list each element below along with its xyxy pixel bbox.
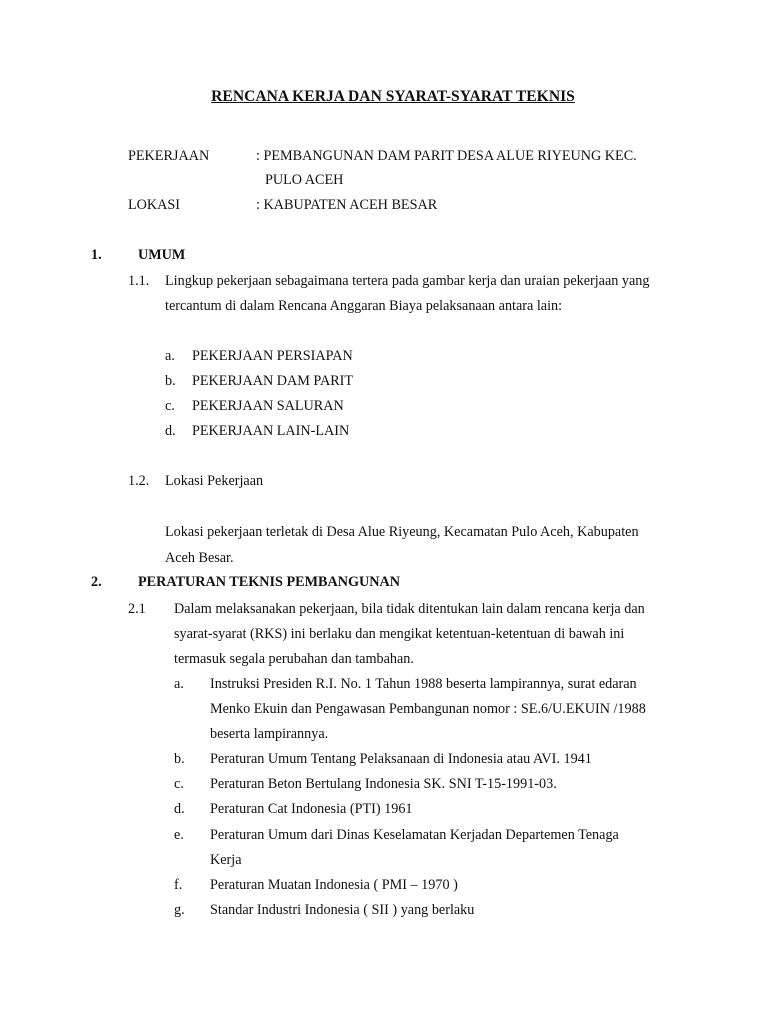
section-2-heading: PERATURAN TEKNIS PEMBANGUNAN [138,574,400,590]
list-item: Peraturan Umum dari Dinas Keselamatan Kerjadan Departemen Tenaga [210,827,619,843]
document-title: RENCANA KERJA DAN SYARAT-SYARAT TEKNIS [211,88,575,105]
list-letter: g. [174,902,185,918]
item-2-1-text-line3: termasuk segala perubahan dan tambahan. [174,651,414,667]
list-letter: a. [165,348,175,364]
list-item: PEKERJAAN PERSIAPAN [192,348,353,364]
item-1-1-number: 1.1. [128,273,150,289]
item-1-2-heading: Lokasi Pekerjaan [165,473,264,489]
list-item: Instruksi Presiden R.I. No. 1 Tahun 1988 beserta lampirannya, surat edaran [210,676,637,692]
list-item: PEKERJAAN LAIN-LAIN [192,423,350,439]
list-letter: c. [165,398,175,414]
item-2-1-number: 2.1 [128,601,146,617]
item-1-1-text-line1: Lingkup pekerjaan sebagaimana tertera pada gambar kerja dan uraian pekerjaan yang [165,273,650,289]
list-letter: d. [165,423,176,439]
list-letter: b. [165,373,176,389]
list-letter: f. [174,877,183,893]
list-letter: e. [174,827,184,843]
list-letter: b. [174,751,185,767]
pekerjaan-value: : PEMBANGUNAN DAM PARIT DESA ALUE RIYEUNG KEC. [256,148,637,164]
item-2-1-text-line1: Dalam melaksanakan pekerjaan, bila tidak ditentukan lain dalam rencana kerja dan [174,601,645,617]
item-1-2-number: 1.2. [128,473,150,489]
list-item-cont: Kerja [210,852,242,868]
list-letter: c. [174,776,184,792]
item-1-2-text-line2: Aceh Besar. [165,550,234,566]
list-letter: d. [174,801,185,817]
list-item: Peraturan Umum Tentang Pelaksanaan di Indonesia atau AVI. 1941 [210,751,592,767]
list-item: Peraturan Beton Bertulang Indonesia SK. SNI T-15-1991-03. [210,776,557,792]
item-1-1-text-line2: tercantum di dalam Rencana Anggaran Biaya pelaksanaan antara lain: [165,298,563,314]
list-letter: a. [174,676,184,692]
item-1-2-text-line1: Lokasi pekerjaan terletak di Desa Alue Riyeung, Kecamatan Pulo Aceh, Kabupaten [165,524,639,540]
section-2-number: 2. [91,574,102,590]
list-item-cont: Menko Ekuin dan Pengawasan Pembangunan nomor : SE.6/U.EKUIN /1988 [210,701,646,717]
list-item: Peraturan Cat Indonesia (PTI) 1961 [210,801,413,817]
section-1-heading: UMUM [138,247,186,263]
list-item: Peraturan Muatan Indonesia ( PMI – 1970 ) [210,877,458,893]
item-2-1-text-line2: syarat-syarat (RKS) ini berlaku dan mengikat ketentuan-ketentuan di bawah ini [174,626,625,642]
list-item: Standar Industri Indonesia ( SII ) yang berlaku [210,902,475,918]
section-1-number: 1. [91,247,102,263]
pekerjaan-label: PEKERJAAN [128,148,210,164]
pekerjaan-value-cont: PULO ACEH [265,172,344,188]
list-item: PEKERJAAN DAM PARIT [192,373,354,389]
list-item-cont: beserta lampirannya. [210,726,329,742]
list-item: PEKERJAAN SALURAN [192,398,344,414]
lokasi-label: LOKASI [128,197,181,213]
lokasi-value: : KABUPATEN ACEH BESAR [256,197,438,213]
